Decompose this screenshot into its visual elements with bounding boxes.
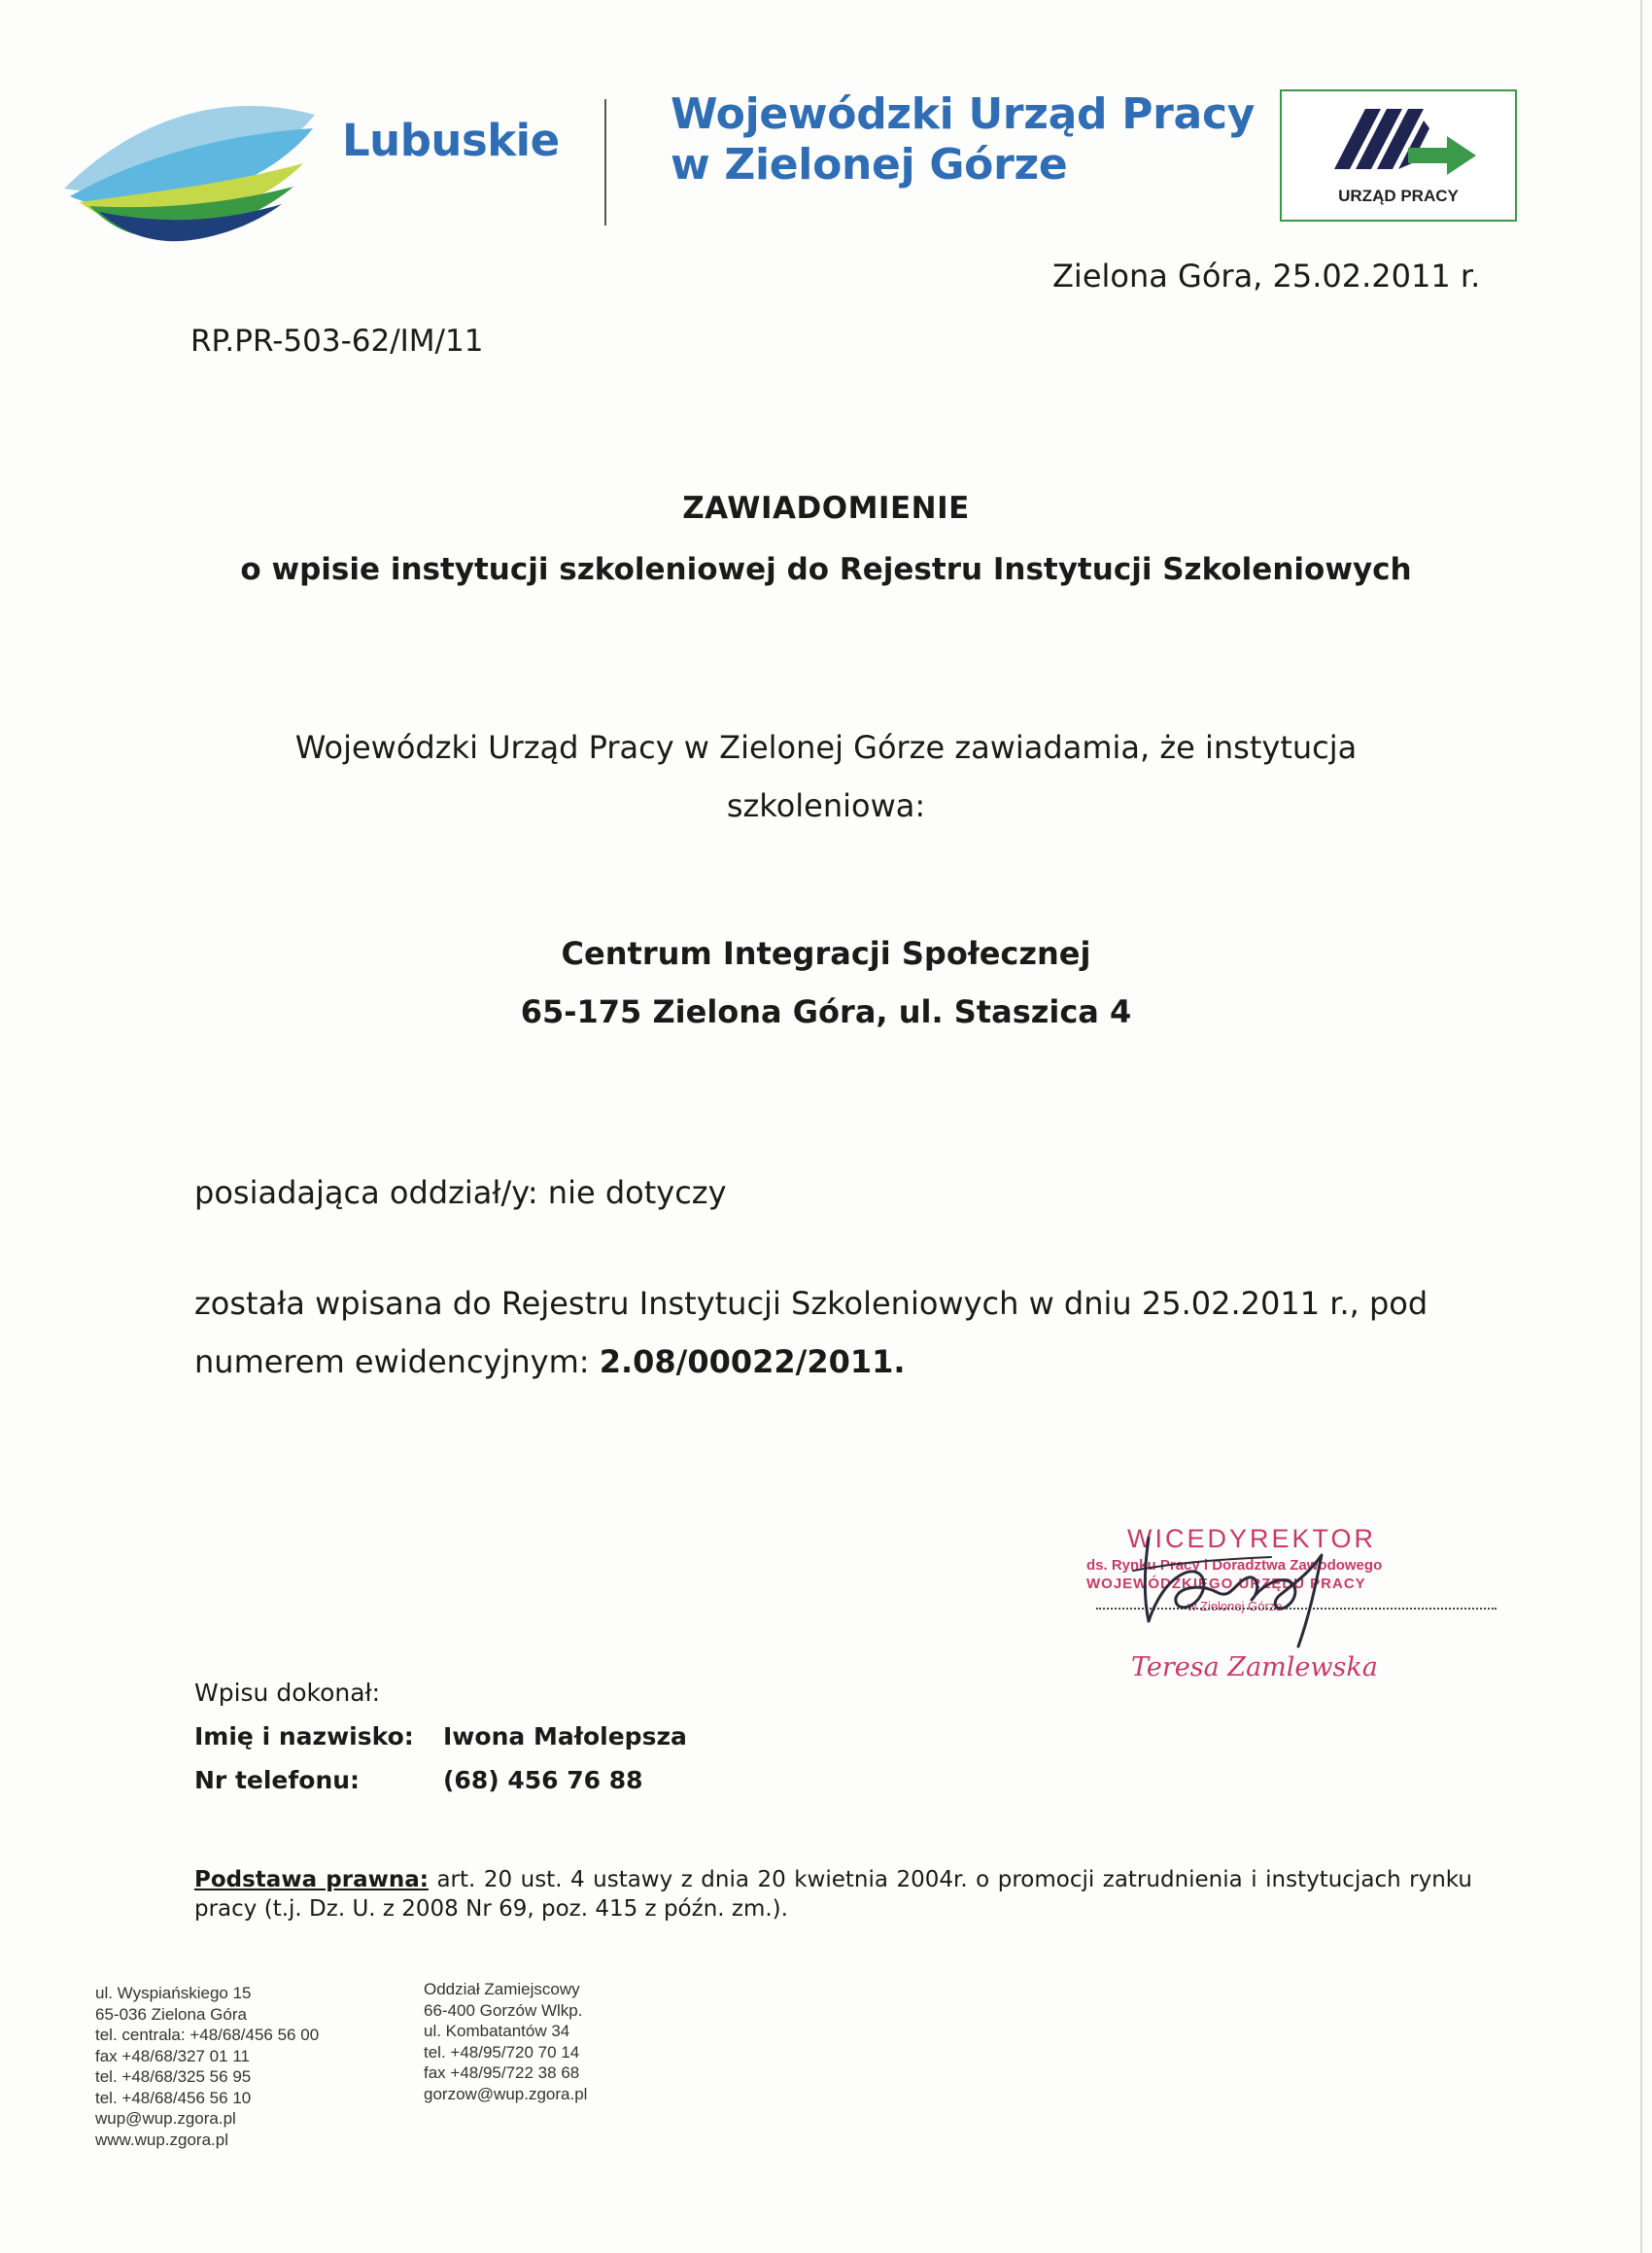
legal-basis-text: art. 20 ust. 4 ustawy z dnia 20 kwietnia 2004r. o promocji zatrudnienia i instytucjach rynku pracy (t.j. Dz. U. z 2008 Nr 69, poz. 415 z późn. zm.). [194, 1867, 1472, 1922]
footer-line: ul. Wyspiańskiego 15 [95, 1984, 252, 2002]
footer-email: gorzow@wup.zgora.pl [424, 2084, 588, 2103]
stamp-line-3: WOJEWÓDZKIEGO URZĘDU PRACY [1086, 1576, 1366, 1592]
footer-website: www.wup.zgora.pl [95, 2130, 229, 2149]
footer-line: 65-036 Zielona Góra [95, 2004, 247, 2024]
document-date: Zielona Góra, 25.02.2011 r. [1052, 258, 1481, 295]
header-divider [604, 99, 606, 225]
footer-line: 66-400 Gorzów Wlkp. [424, 2000, 583, 2020]
registration-line-1: została wpisana do Rejestru Instytucji Szkoleniowych w dniu 25.02.2011 r., pod [194, 1285, 1428, 1322]
office-name [671, 89, 1255, 191]
footer-line: fax +48/68/327 01 11 [95, 2046, 250, 2065]
footer-line: fax +48/95/722 38 68 [424, 2063, 580, 2082]
footer-line: tel. centrala: +48/68/456 56 00 [95, 2026, 320, 2044]
region-logo-text: Lubuskie [342, 115, 560, 166]
office-name-line2: w Zielonej Górze [671, 140, 1068, 190]
branches-line: posiadająca oddział/y: nie dotyczy [194, 1174, 727, 1211]
legal-basis [194, 1865, 1472, 1924]
registration-prefix: numerem ewidencyjnym: [194, 1343, 600, 1380]
footer-line: ul. Kombatantów 34 [424, 2022, 570, 2040]
entered-by-label: Wpisu dokonał: [194, 1679, 381, 1707]
institution-name: Centrum Integracji Społecznej [561, 935, 1091, 972]
stamp-title: WICEDYREKTOR [1127, 1524, 1377, 1553]
stamp-line-2: ds. Rynku Pracy i Doradztwa Zawodowego [1086, 1557, 1383, 1574]
footer-email: wup@wup.zgora.pl [95, 2109, 236, 2128]
footer-line: tel. +48/68/456 56 10 [95, 2088, 252, 2107]
urzad-pracy-logo-icon [1311, 101, 1486, 181]
footer-line: tel. +48/95/720 70 14 [424, 2042, 580, 2062]
reference-number: RP.PR-503-62/IM/11 [190, 324, 484, 359]
urzad-pracy-badge [1280, 89, 1517, 222]
intro-line-1: Wojewódzki Urząd Pracy w Zielonej Górze zawiadamia, że instytucja [294, 729, 1358, 766]
phone-label: Nr telefonu: [194, 1766, 361, 1794]
footer-branch-office [424, 1979, 587, 2104]
intro-line-2: szkoleniowa: [726, 787, 926, 824]
name-label: Imię i nazwisko: [194, 1722, 414, 1750]
signer-name: Teresa Zamlewska [1131, 1652, 1378, 1682]
phone-value: (68) 456 76 88 [443, 1766, 643, 1794]
legal-basis-label: Podstawa prawna: [194, 1867, 429, 1892]
footer-line: tel. +48/68/325 56 95 [95, 2067, 252, 2086]
stamp-line-4: w Zielonej Górze [1187, 1599, 1283, 1613]
page-edge-shadow [1640, 0, 1642, 2253]
urzad-pracy-badge-label: URZĄD PRACY [1338, 187, 1459, 205]
name-value: Iwona Małolepsza [443, 1722, 687, 1750]
registration-line-2 [194, 1343, 906, 1380]
document-title: ZAWIADOMIENIE [682, 491, 970, 526]
registration-number: 2.08/00022/2011. [599, 1343, 906, 1380]
footer-line: Oddział Zamiejscowy [424, 1980, 580, 1998]
handwritten-signature [1116, 1516, 1349, 1652]
lubuskie-wave-logo [60, 95, 321, 243]
institution-address: 65-175 Zielona Góra, ul. Staszica 4 [520, 993, 1132, 1030]
footer-main-office [95, 1983, 319, 2150]
office-name-line1: Wojewódzki Urząd Pracy [671, 89, 1256, 139]
document-subtitle: o wpisie instytucji szkoleniowej do Rejestru Instytucji Szkoleniowych [240, 552, 1412, 587]
